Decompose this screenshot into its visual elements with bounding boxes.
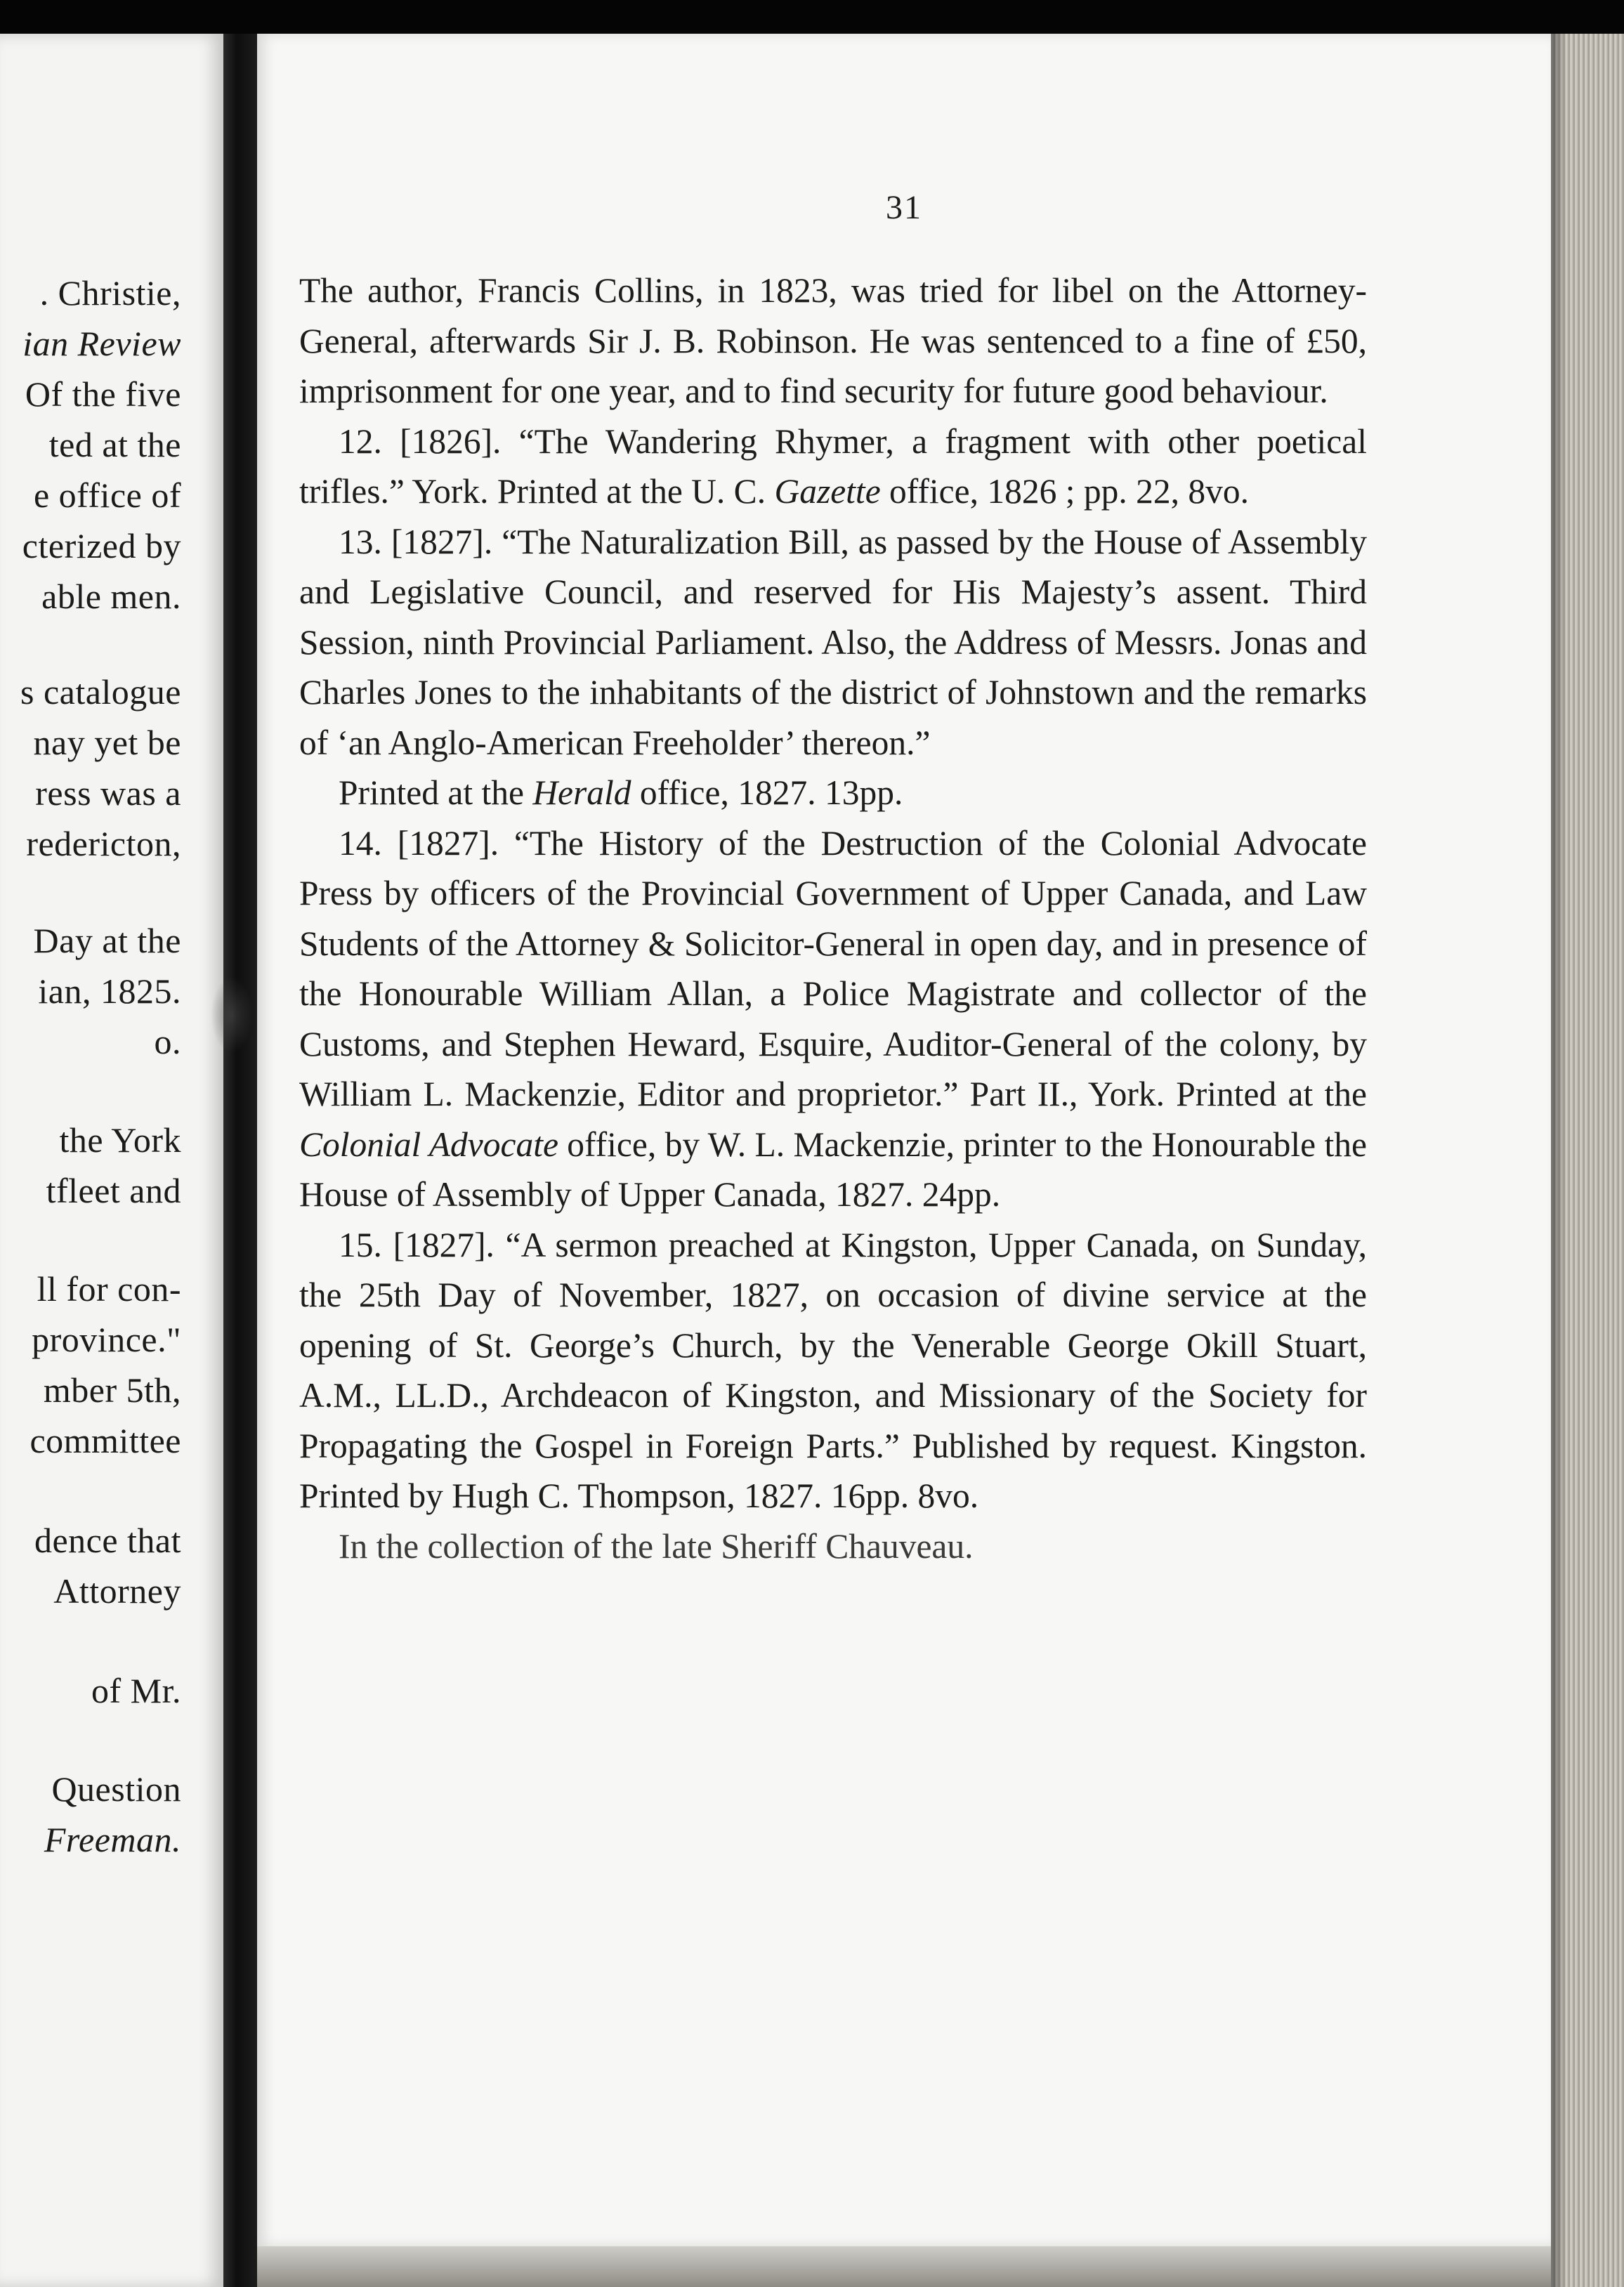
entry-13-printed-text: Printed at the <box>339 773 533 812</box>
gutter-smudge <box>211 976 253 1054</box>
left-page-line: tfleet and <box>46 1171 181 1210</box>
entry-14-end: office, by W. L. Mackenzie, printer to the Honourable the House of Assembly of Upper Canada, 1827. 24pp. <box>299 1125 1367 1214</box>
entry-12-end: office, 1826 ; pp. 22, 8vo. <box>880 472 1249 511</box>
entry-13-naturalization-bill: 13. [1827]. “The Naturalization Bill, as passed by the House of Assembly and Legislative Council, and reserved for His Majesty’s assent. Third Session, ninth Provincial Parliament. Also, the Address of Messrs. Jonas and Charles Jones to the inhabitants of the district of Johnstown and the remarks of ‘an Anglo-American Freeholder’ thereon.” <box>299 522 1367 762</box>
left-page-line: province." <box>32 1320 181 1359</box>
left-page-line: dence that <box>34 1521 181 1560</box>
left-facing-page <box>0 34 223 2287</box>
left-page-line: Of the five <box>25 374 181 414</box>
left-page-line: able men. <box>41 577 181 616</box>
main-page <box>257 34 1551 2246</box>
entry-13-printed-at <box>299 768 1367 818</box>
entry-13-printed-end: office, 1827. 13pp. <box>631 773 903 812</box>
left-page-line: Day at the <box>33 921 181 960</box>
left-page-line: cterized by <box>22 526 181 565</box>
left-page-line: o. <box>154 1022 181 1061</box>
paragraph-collins-libel: The author, Francis Collins, in 1823, was tried for libel on the Attorney-General, afterwards Sir J. B. Robinson. He was sentenced to a fine of £50, imprisonment for one year, and to find security for future good behaviour. <box>299 271 1367 410</box>
left-page-line: s catalogue <box>20 672 181 712</box>
left-page-line: ian, 1825. <box>38 971 181 1011</box>
entry-12-text: 12. [1826]. “The Wandering Rhymer, a fragment with other poetical trifles.” York. Printed at the U. C. <box>299 421 1367 511</box>
entry-14-italic: Colonial Advocate <box>299 1125 558 1164</box>
left-page-line: redericton, <box>26 824 181 863</box>
bottom-page-edge <box>257 2246 1551 2287</box>
left-page-line: e office of <box>33 476 181 515</box>
collection-note: In the collection of the late Sheriff Chauveau. <box>339 1526 974 1566</box>
entry-13-italic: Herald <box>532 773 631 812</box>
right-page-stack-edges <box>1551 34 1624 2287</box>
left-page-line: nay yet be <box>33 723 181 762</box>
entry-12-wandering-rhymer <box>299 417 1367 517</box>
entry-12-italic: Gazette <box>774 472 881 511</box>
page-number: 31 <box>886 189 922 226</box>
entry-14-advocate-press <box>299 818 1367 1220</box>
left-page-line: Attorney <box>53 1571 181 1611</box>
left-page-line: Freeman. <box>44 1820 181 1859</box>
entry-14-text: 14. [1827]. “The History of the Destruction of the Colonial Advocate Press by officers of the Provincial Government of Upper Canada, and Law Students of the Attorney & Solicitor-General in open day, and in presence of the Honourable William Allan, a Police Magistrate and collector of the Customs, and Stephen Heward, Esquire, Auditor-General of the colony, by William L. Mackenzie, Editor and proprietor.” Part II., York. Printed at the <box>299 823 1367 1113</box>
page-body-text <box>299 266 1367 1571</box>
left-page-line: ll for con- <box>37 1269 181 1309</box>
left-page-line: ian Review <box>22 324 181 363</box>
left-page-line: ted at the <box>48 425 181 464</box>
left-page-line: the York <box>59 1120 181 1160</box>
left-page-line: committee <box>30 1421 181 1460</box>
left-page-line: ress was a <box>35 773 181 813</box>
left-page-line: . Christie, <box>39 273 181 313</box>
left-page-line: Question <box>51 1769 181 1809</box>
book-gutter <box>223 34 257 2287</box>
left-page-line: mber 5th, <box>43 1370 181 1410</box>
top-scan-border <box>0 0 1624 34</box>
left-page-line: of Mr. <box>91 1671 181 1710</box>
entry-15-sermon-kingston: 15. [1827]. “A sermon preached at Kingston, Upper Canada, on Sunday, the 25th Day of November, 1827, on occasion of divine service at the opening of St. George’s Church, by the Venerable George Okill Stuart, A.M., LL.D., Archdeacon of Kingston, and Missionary of the Society for Propagating the Gospel in Foreign Parts.” Published by request. Kingston. Printed by Hugh C. Thompson, 1827. 16pp. 8vo. <box>299 1225 1367 1515</box>
